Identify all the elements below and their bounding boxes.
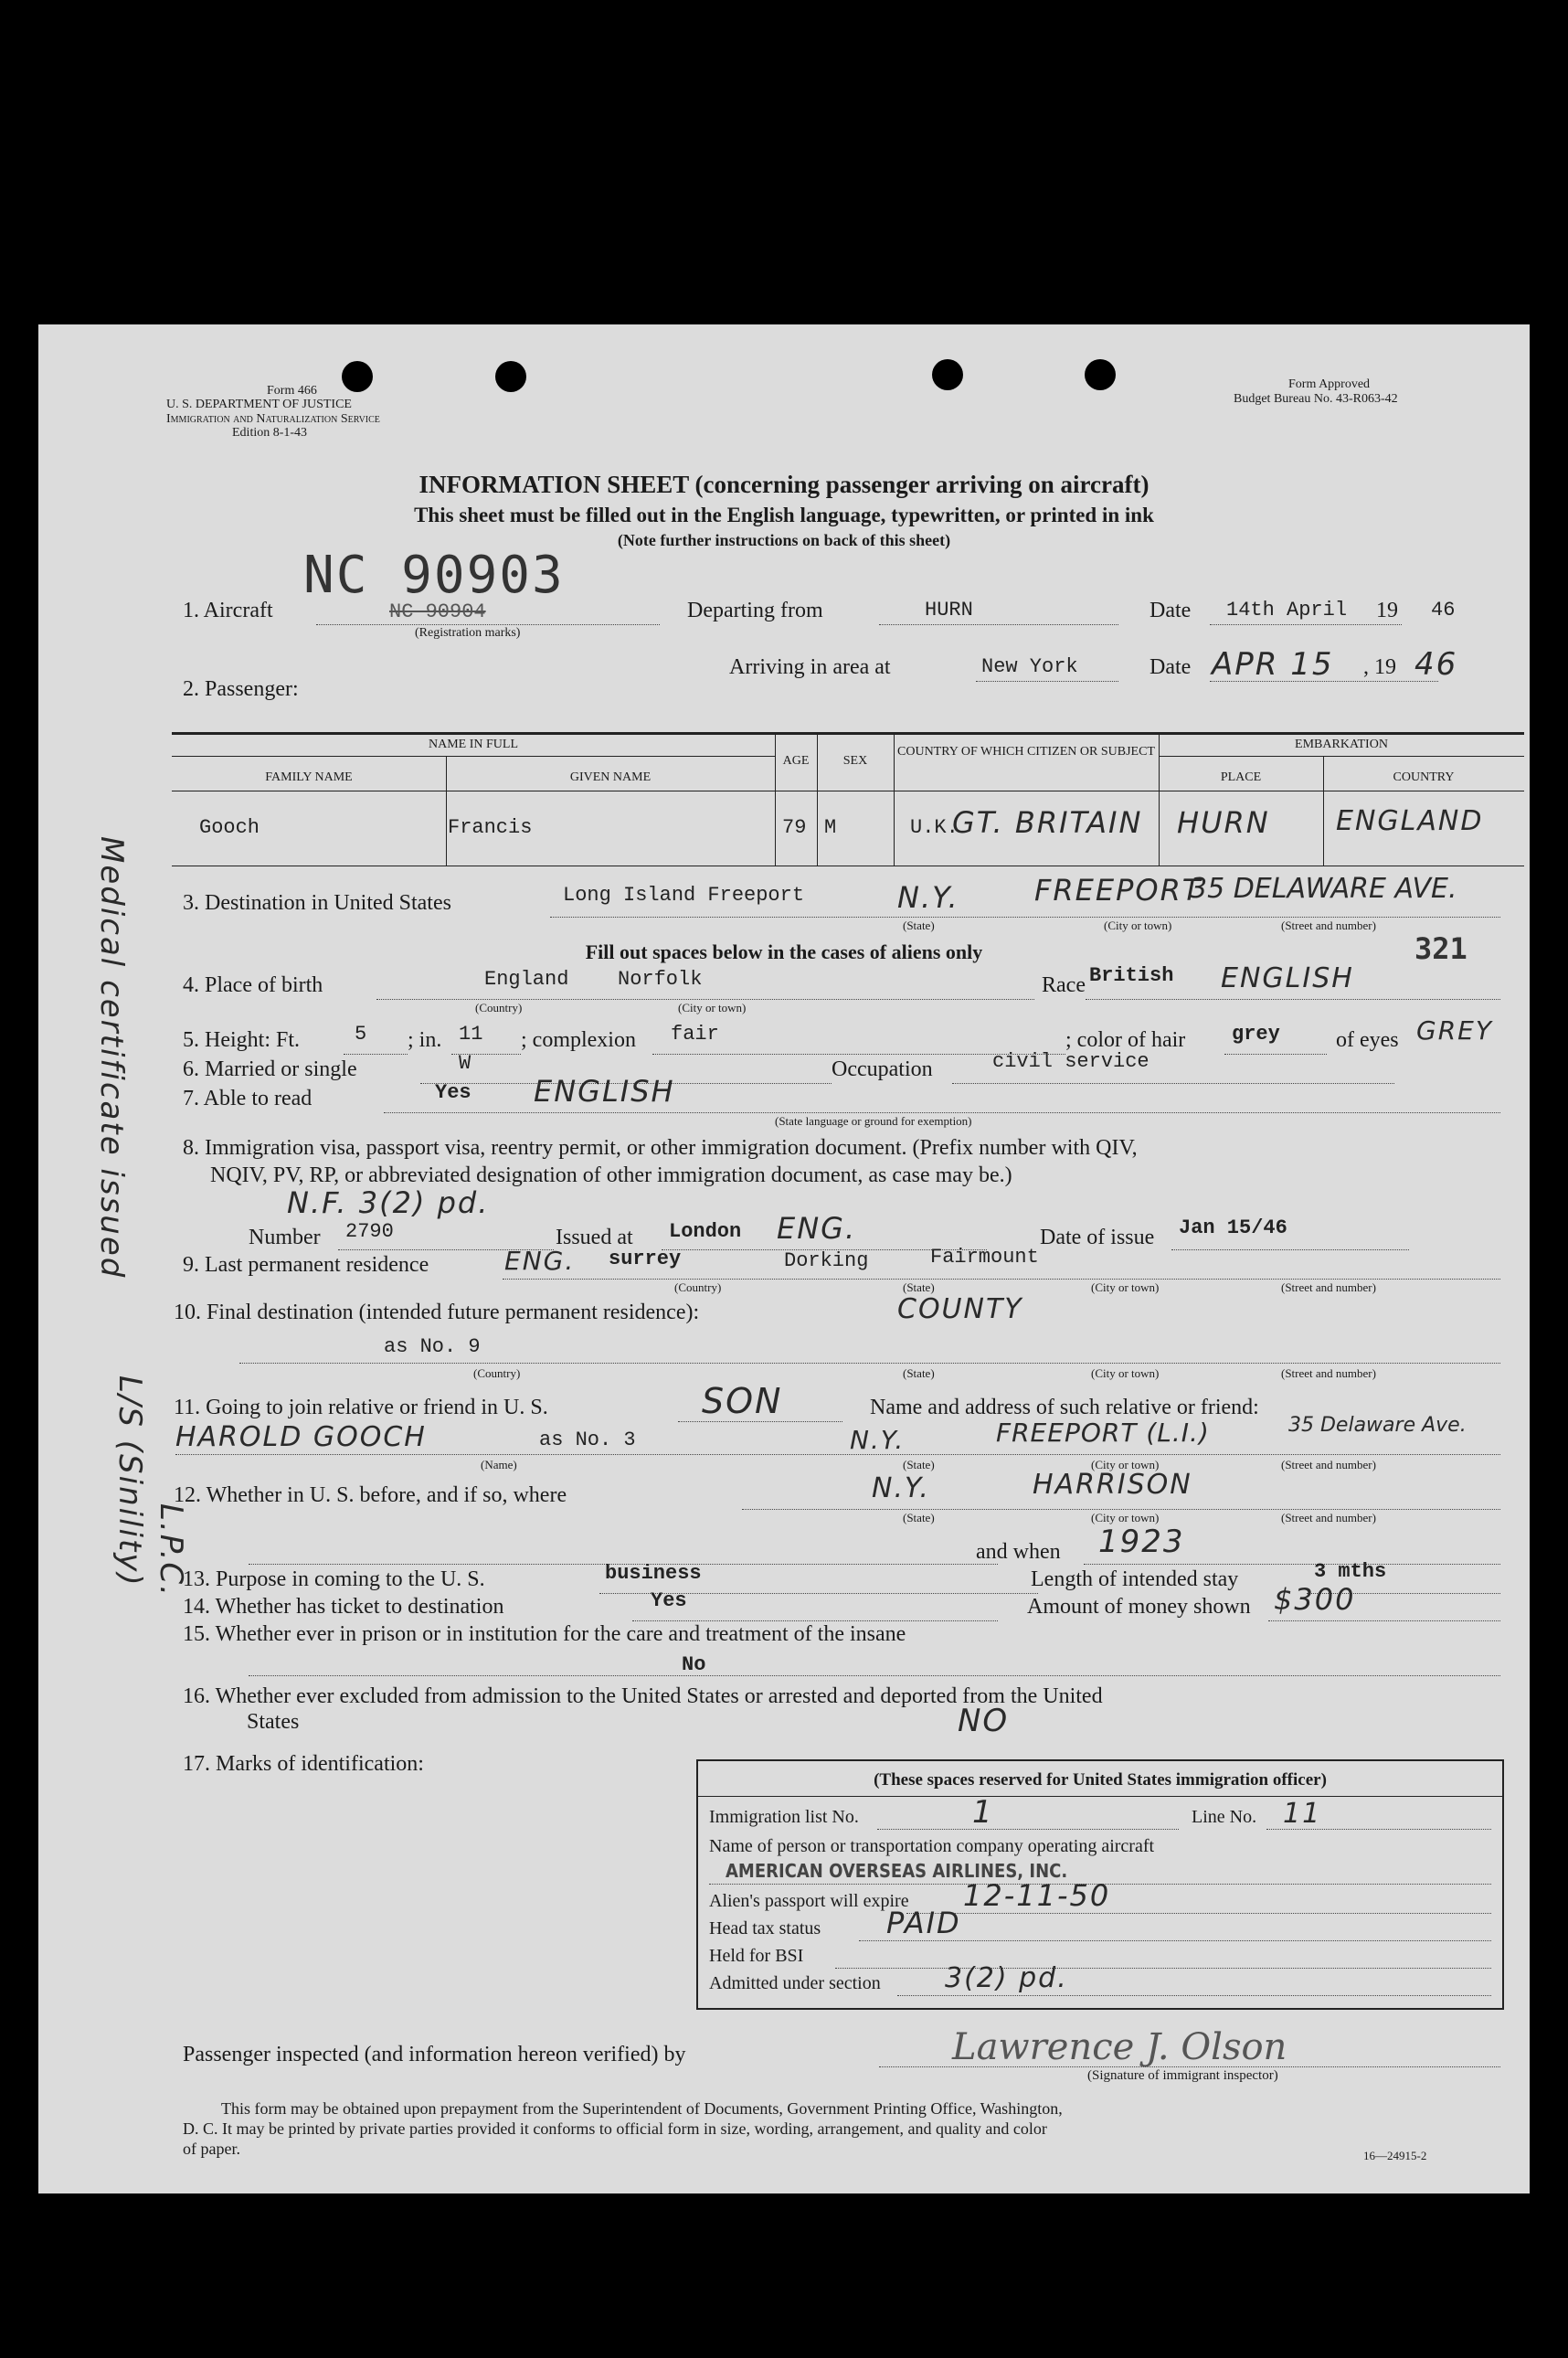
issued-label: Issued at [556,1226,633,1249]
bsi-label: Held for BSI [709,1946,804,1966]
issue-date-value: Jan 15/46 [1179,1216,1287,1239]
sex-value: M [824,816,837,839]
registration-caption: (Registration marks) [415,626,521,640]
stamped-number: NC 90903 [303,546,565,605]
company-value: AMERICAN OVERSEAS AIRLINES, INC. [726,1860,1068,1882]
line-no-label: Line No. [1192,1807,1257,1827]
embark-place-value: HURN [1177,805,1270,840]
residence-state: surrey [609,1248,682,1270]
length-stay-value: 3 mths [1314,1560,1387,1583]
col-country: COUNTRY [1393,770,1455,784]
complexion-value: fair [671,1023,719,1046]
col-sex: SEX [842,754,868,768]
visa-doc-hand: N.F. 3(2) pd. [287,1185,490,1220]
arrival-year-value: 46 [1414,646,1458,683]
issue-date-label: Date of issue [1040,1226,1155,1249]
col-age: AGE [782,754,810,768]
join-relative-label: 11. Going to join relative or friend in U. S. [174,1396,548,1419]
visa-label-line1: 8. Immigration visa, passport visa, reentry permit, or other immigration document. (Prefix number with QIV, [183,1136,1138,1160]
caption-street: (Street and number) [1281,1366,1376,1380]
caption-country: (Country) [473,1366,521,1380]
passenger-label: 2. Passenger: [183,677,299,701]
caption-city: (City or town) [1091,1458,1160,1471]
complexion-label: ; complexion [521,1028,636,1052]
arriving-value: New York [981,655,1078,678]
arrival-date-value: APR 15 [1212,646,1334,683]
previous-visit-state: N.Y. [872,1472,930,1504]
caption-street: (Street and number) [1281,919,1376,932]
col-embarkation: EMBARKATION [1295,738,1388,751]
departing-value: HURN [925,599,973,621]
length-stay-label: Length of intended stay [1031,1567,1239,1591]
doc-number-label: Number [249,1226,321,1249]
caption-country: (Country) [475,1001,523,1014]
col-given-name: GIVEN NAME [569,770,652,784]
when-value: 1923 [1098,1524,1185,1560]
footer-line3: of paper. [183,2140,240,2158]
caption-name: (Name) [481,1458,517,1471]
embark-country-value: ENGLAND [1336,805,1484,837]
purpose-value: business [605,1562,702,1585]
relative-state: N.Y. [850,1425,906,1455]
caption-state: (State) [903,1280,935,1294]
arriving-label: Arriving in area at [729,655,891,679]
page-note: (Note further instructions on back of this sheet) [617,531,951,549]
read-hand-value: ENGLISH [534,1074,675,1109]
read-label: 7. Able to read [183,1087,313,1110]
identification-label: 17. Marks of identification: [183,1752,424,1776]
occupation-value: civil service [992,1050,1150,1073]
arrival-year-prefix: , 19 [1363,655,1396,679]
official-box-header: (These spaces reserved for United States immigration officer) [874,1770,1327,1790]
hair-value: grey [1232,1023,1280,1046]
date-value: 14th April [1226,599,1348,621]
margin-note-medical: Medical certificate issued [93,836,130,1280]
money-label: Amount of money shown [1027,1595,1251,1619]
page-title: INFORMATION SHEET (concerning passenger arriving on aircraft) [418,471,1150,498]
height-in-value: 11 [459,1023,483,1046]
col-citizen-country: COUNTRY OF WHICH CITIZEN OR SUBJECT [897,745,1155,759]
footer-line1: This form may be obtained upon prepayment from the Superintendent of Documents, Government Printing Office, Washington, [221,2099,1063,2118]
col-name-in-full: NAME IN FULL [429,738,518,751]
caption-street: (Street and number) [1281,1280,1376,1294]
relative-name: HAROLD GOOCH [175,1421,427,1453]
final-destination-label: 10. Final destination (intended future permanent residence): [174,1301,700,1324]
residence-city: Dorking [784,1249,869,1272]
company-label: Name of person or transportation company operating aircraft [709,1836,1155,1856]
form-number: Form 466 [267,384,317,398]
caption-city: (City or town) [1091,1366,1160,1380]
previous-visit-label: 12. Whether in U. S. before, and if so, where [174,1483,567,1507]
eyes-value: GREY [1416,1015,1493,1046]
caption-country: (Country) [674,1280,722,1294]
destination-city: FREEPORT [1034,873,1202,908]
date-label: Date [1150,599,1192,622]
line-no-value: 11 [1283,1798,1322,1830]
departing-label: Departing from [687,599,823,622]
official-use-box [696,1759,1504,2010]
birthplace-label: 4. Place of birth [183,973,323,997]
given-name-value: Francis [448,816,533,839]
margin-note-ls: L/S (Sinility) [111,1376,148,1588]
caption-city: (City or town) [1091,1280,1160,1294]
race-typed-value: British [1089,964,1174,987]
relative-typed: as No. 3 [539,1429,636,1451]
married-value: W [459,1052,471,1075]
birth-country-value: England [484,968,569,991]
citizen-hand-value: GT. BRITAIN [952,805,1143,840]
residence-country: ENG. [504,1246,576,1276]
admitted-label: Admitted under section [709,1973,881,1993]
head-tax-value: PAID [886,1906,961,1940]
destination-label: 3. Destination in United States [183,891,451,915]
previous-visit-city: HARRISON [1033,1469,1192,1501]
aircraft-label: 1. Aircraft [183,599,273,622]
prison-label: 15. Whether ever in prison or in institution for the care and treatment of the insane [183,1622,906,1646]
list-no-value: 1 [972,1794,994,1831]
destination-street: 35 DELAWARE AVE. [1190,873,1457,905]
visa-label-line2: NQIV, PV, RP, or abbreviated designation of other immigration document, as case may be.) [210,1163,1012,1187]
issued-hand-value: ENG. [777,1211,857,1246]
caption-city: (City or town) [678,1001,747,1014]
residence-street: Fairmount [930,1246,1039,1269]
inspector-signature: Lawrence J. Olson [952,2026,1287,2068]
admitted-value: 3(2) pd. [945,1962,1068,1994]
margin-note-lpc: L.P.C. [153,1503,189,1598]
page-subtitle: This sheet must be filled out in the English language, typewritten, or printed in ink [414,504,1154,526]
col-family-name: FAMILY NAME [265,770,353,784]
relative-street: 35 Delaware Ave. [1288,1414,1467,1437]
hair-label: ; color of hair [1065,1028,1186,1052]
caption-street: (Street and number) [1281,1511,1376,1524]
excluded-value: NO [958,1703,1010,1739]
height-label: 5. Height: Ft. [183,1028,301,1052]
race-label: Race [1042,973,1086,997]
read-typed-value: Yes [435,1081,471,1104]
ticket-label: 14. Whether has ticket to destination [183,1595,504,1619]
relation-value: SON [702,1381,783,1421]
edition: Edition 8-1-43 [232,426,308,440]
doc-number-value: 2790 [345,1220,394,1243]
height-ft-value: 5 [355,1023,367,1046]
caption-city: (City or town) [1091,1511,1160,1524]
inspected-label: Passenger inspected (and information hereon verified) by [183,2043,686,2066]
married-label: 6. Married or single [183,1057,357,1081]
department: U. S. DEPARTMENT OF JUSTICE [166,398,352,411]
year-prefix: 19 [1376,599,1398,622]
code-321: 321 [1414,931,1467,966]
money-value: $300 [1274,1582,1356,1617]
punch-hole [495,361,526,392]
caption-city: (City or town) [1104,919,1172,932]
eyes-label: of eyes [1336,1028,1399,1052]
budget-bureau: Budget Bureau No. 43-R063-42 [1234,392,1398,406]
inches-label: ; in. [408,1028,442,1052]
final-destination-hand: COUNTY [897,1293,1023,1325]
race-hand-value: ENGLISH [1221,962,1354,994]
punch-hole [932,359,963,390]
purpose-label: 13. Purpose in coming to the U. S. [183,1567,485,1591]
citizen-typed-value: U.K. [910,816,959,839]
caption-state: (State) [903,1511,935,1524]
read-caption: (State language or ground for exemption) [775,1114,972,1128]
final-destination-typed: as No. 9 [384,1335,481,1358]
prison-value: No [682,1653,706,1676]
footer-code: 16—24915-2 [1363,2149,1427,2162]
excluded-label-line2: States [247,1710,300,1734]
caption-state: (State) [903,1366,935,1380]
occupation-label: Occupation [832,1057,933,1081]
expire-value: 12-11-50 [963,1878,1111,1913]
service: Immigration and Naturalization Service [166,412,380,426]
name-address-label: Name and address of such relative or friend: [870,1396,1259,1419]
year-value: 46 [1431,599,1456,621]
form-approved: Form Approved [1288,377,1371,391]
birth-city-value: Norfolk [618,968,703,991]
destination-state: N.Y. [897,880,959,915]
signature-caption: (Signature of immigrant inspector) [1087,2068,1278,2083]
excluded-label-line1: 16. Whether ever excluded from admission to the United States or arrested and deported from the United [183,1684,1103,1708]
caption-street: (Street and number) [1281,1458,1376,1471]
age-value: 79 [782,816,807,839]
aircraft-value: NC 90904 [389,600,486,623]
head-tax-label: Head tax status [709,1918,821,1938]
residence-label: 9. Last permanent residence [183,1253,429,1277]
destination-typed: Long Island Freeport [563,884,805,907]
footer-line2: D. C. It may be printed by private parties provided it conforms to official form in size, wording, arrangement, and quality and color [183,2119,1047,2138]
caption-state: (State) [903,1458,935,1471]
relative-city: FREEPORT (L.I.) [996,1418,1210,1448]
expire-label: Alien's passport will expire [709,1891,909,1911]
ticket-value: Yes [651,1589,687,1612]
issued-typed-value: London [669,1220,742,1243]
list-no-label: Immigration list No. [709,1807,859,1827]
caption-state: (State) [903,919,935,932]
arrival-date-label: Date [1150,655,1192,679]
punch-hole [342,361,373,392]
form-sheet [38,324,1530,2193]
when-label: and when [976,1540,1061,1564]
family-name-value: Gooch [199,816,260,839]
aliens-only-note: Fill out spaces below in the cases of aliens only [585,940,983,963]
punch-hole [1085,359,1116,390]
col-place: PLACE [1220,770,1262,784]
